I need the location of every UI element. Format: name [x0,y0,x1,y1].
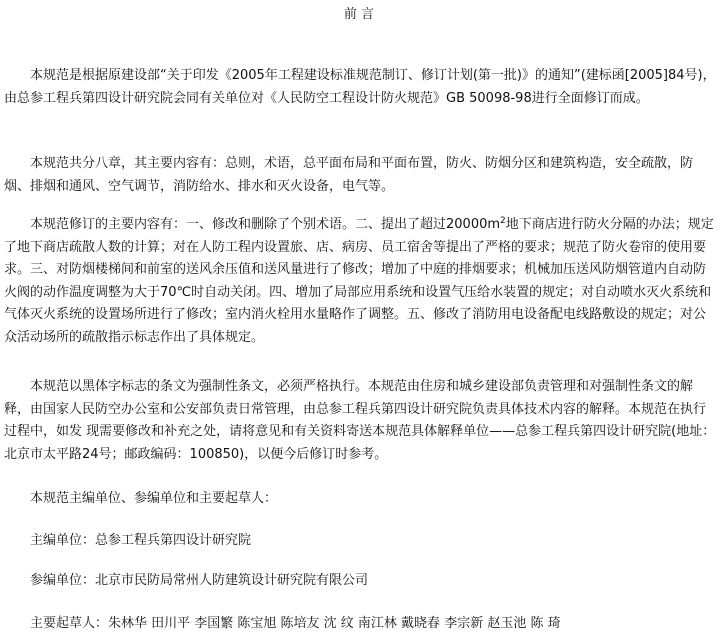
paragraph-chapters: 本规范共分八章，其主要内容有：总则，术语，总平面布局和平面布置，防火、防烟分区和建筑构造，安全疏散，防烟、排烟和通风、空气调节，消防给水、排水和灭火设备，电气等。 [4,156,694,194]
paragraph-revisions-part-a: 本规范修订的主要内容有：一、修改和删除了个别术语。二、提出了超过20000m [30,217,501,232]
main-drafters: 主要起草人：朱林华 田川平 李国繁 陈宝旭 陈培友 沈 纹 南江林 戴晓春 李宗新 赵玉池 陈 琦 [30,616,561,631]
paragraph-revisions [4,214,716,349]
paragraph-mandatory-provisions: 本规范以黑体字标志的条文为强制性条文，必须严格执行。本规范由住房和城乡建设部负责管理和对强制性条文的解释，由国家人民防空办公室和公安部负责日常管理，由总参工程兵第四设计研究院负责具体技术内容的解释。本规范在执行过程中，如发 现需要修改和补充之处，请将意见和有关资料寄送本规范具体解释单位——总参工程兵第四设计研究院(地址：北京市太平路24号；邮政编码：100850)，以便今后修订时参考。 [4,379,716,462]
paragraph-basis: 本规范是根据原建设部“关于印发《2005年工程建设标准规范制订、修订计划(第一批)》的通知”(建标函[2005]84号)，由总参工程兵第四设计研究院会同有关单位对《人民防空工程设计防火规范》GB 50098-98进行全面修订而成。 [4,68,716,106]
participating-unit: 参编单位：北京市民防局常州人防建筑设计研究院有限公司 [30,573,369,588]
superscript-squared: 2 [500,216,506,227]
drafters-intro: 本规范主编单位、参编单位和主要起草人： [30,491,278,506]
chief-editor-unit: 主编单位：总参工程兵第四设计研究院 [30,533,252,548]
paragraph-revisions-part-b: 地下商店进行防火分隔的办法；规定了地下商店疏散人数的计算；对在人防工程内设置旅、店、病房、员工宿舍等提出了严格的要求；规范了防火卷帘的使用要求。三、对防烟楼梯间和前室的送风余压值和送风量进行了修改；增加了中庭的排烟要求；机械加压送风防烟管道内自动防火阀的动作温度调整为大于70℃时自动关闭。四、增加了局部应用系统和设置气压给水装置的规定；对自动喷水灭火系统和气体灭火系统的设置场所进行了修改；室内消火栓用水量略作了调整。五、修改了消防用电设备配电线路敷设的规定；对公众活动场所的疏散指示标志作出了具体规定。 [4,217,714,345]
document-title: 前 言 [343,7,375,22]
